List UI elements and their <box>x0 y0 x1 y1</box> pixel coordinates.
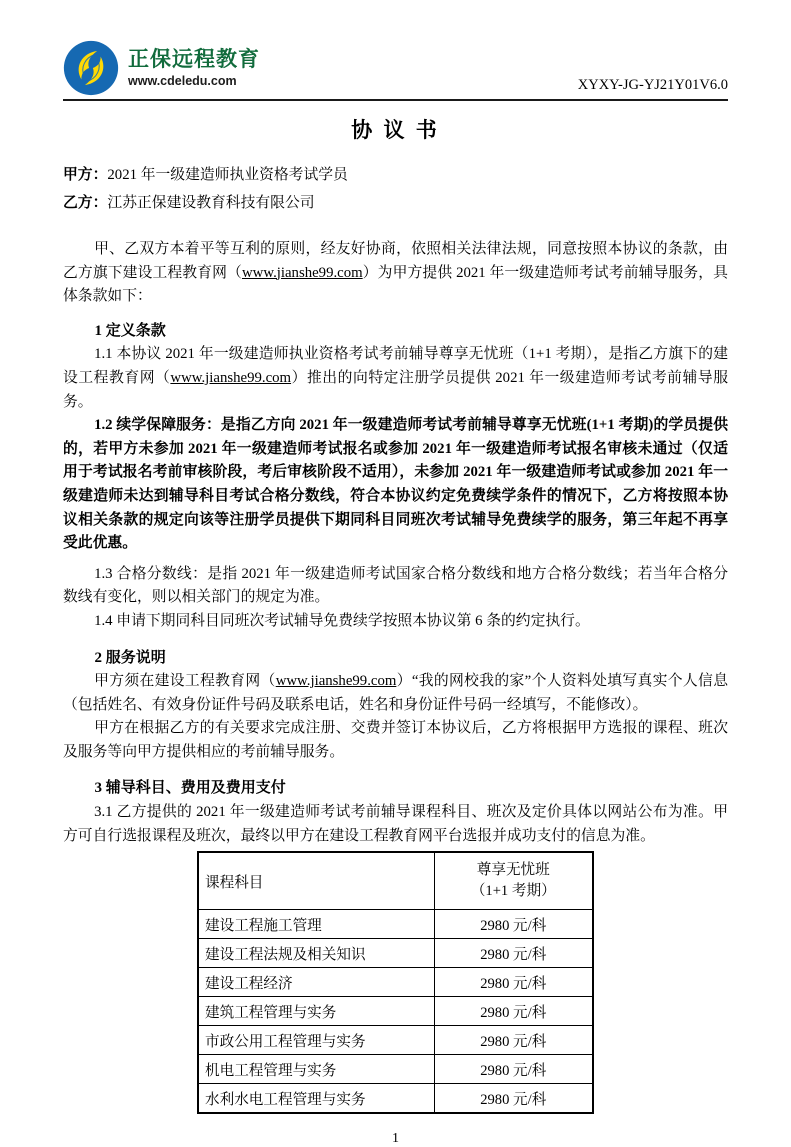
company-logo-icon <box>63 40 119 96</box>
table-header-subject: 课程科目 <box>198 852 434 910</box>
course-price-table <box>197 851 594 1114</box>
clause-1-4: 1.4 申请下期同科目同班次考试辅导免费续学按照本协议第 6 条的约定执行。 <box>94 612 590 629</box>
subject-cell: 市政公用工程管理与实务 <box>198 1026 434 1055</box>
intro-paragraph <box>63 238 728 309</box>
party-b-line <box>63 189 728 217</box>
section-2-paragraph-1 <box>63 670 728 717</box>
brand-block <box>63 40 260 96</box>
plan-term: （1+1 考期） <box>470 883 556 900</box>
jianshe99-link[interactable]: www.jianshe99.com <box>241 264 363 281</box>
price-cell: 2980 元/科 <box>434 1084 593 1114</box>
document-header <box>63 40 728 101</box>
subject-cell: 水利水电工程管理与实务 <box>198 1084 434 1114</box>
table-row <box>198 997 593 1026</box>
subject-cell: 建设工程经济 <box>198 968 434 997</box>
document-code: XYXY-JG-YJ21Y01V6.0 <box>577 77 728 93</box>
subject-cell: 建设工程施工管理 <box>198 910 434 939</box>
party-b-value: 江苏正保建设教育科技有限公司 <box>107 195 315 211</box>
table-row <box>198 939 593 968</box>
clause-1-1-text-2: ）推出的向特定注册学员提供 2021 年一级建造师考试考前辅导服务。 <box>63 369 728 410</box>
table-row <box>198 1026 593 1055</box>
section-2-p1-text-2: ）“我的网校我的家”个人资料处填写真实个人信息（包括姓名、有效身份证件号码及联系电话，姓名和身份证件号码一经填写，不能修改）。 <box>63 673 728 713</box>
section-1-heading: 1 定义条款 <box>94 322 166 339</box>
subject-cell: 建设工程法规及相关知识 <box>198 939 434 968</box>
section-2-heading: 2 服务说明 <box>94 649 166 666</box>
table-row <box>198 1055 593 1084</box>
party-a-value: 2021 年一级建造师执业资格考试学员 <box>107 167 348 183</box>
table-header-row <box>198 852 593 910</box>
clause-1-1 <box>63 343 728 414</box>
subject-cell: 建筑工程管理与实务 <box>198 997 434 1026</box>
brand-text <box>128 48 260 88</box>
brand-name: 正保远程教育 <box>128 47 260 71</box>
table-header-plan <box>434 852 593 910</box>
subject-cell: 机电工程管理与实务 <box>198 1055 434 1084</box>
clause-1-1-text-1: 1.1 本协议 2021 年一级建造师执业资格考试考前辅导尊享无忧班（1+1 考期），是指乙方旗下的建设工程教育网（ <box>63 346 728 386</box>
clause-3-1: 3.1 乙方提供的 2021 年一级建造师考试考前辅导课程科目、班次及定价具体以网站公布为准。甲方可自行选报课程及班次，最终以甲方在建设工程教育网平台选报并成功支付的信息为准。 <box>63 804 728 844</box>
price-cell: 2980 元/科 <box>434 1055 593 1084</box>
price-cell: 2980 元/科 <box>434 939 593 968</box>
jianshe99-link[interactable]: www.jianshe99.com <box>170 369 292 386</box>
table-row <box>198 968 593 997</box>
section-3-heading: 3 辅导科目、费用及费用支付 <box>94 780 286 797</box>
price-cell: 2980 元/科 <box>434 910 593 939</box>
jianshe99-link[interactable]: www.jianshe99.com <box>275 673 397 690</box>
table-row <box>198 1084 593 1114</box>
parties-block <box>63 161 728 217</box>
clause-1-3: 1.3 合格分数线：是指 2021 年一级建造师考试国家合格分数线和地方合格分数线；若当年合格分数线有变化，则以相关部门的规定为准。 <box>63 565 728 606</box>
brand-website: www.cdeledu.com <box>128 74 237 89</box>
price-cell: 2980 元/科 <box>434 997 593 1026</box>
intro-text-1: 甲、乙双方本着平等互利的原则，经友好协商，依照相关法律法规，同意按照本协议的条款，由乙方旗下建设工程教育网（ <box>63 241 728 281</box>
party-a-line <box>63 161 728 189</box>
section-2-paragraph-2: 甲方在根据乙方的有关要求完成注册、交费并签订本协议后，乙方将根据甲方选报的课程、班次及服务等向甲方提供相应的考前辅导服务。 <box>63 720 728 760</box>
section-2-p1-text-1: 甲方须在建设工程教育网（ <box>94 673 276 690</box>
price-cell: 2980 元/科 <box>434 1026 593 1055</box>
plan-name: 尊享无忧班 <box>476 862 550 879</box>
intro-text-2: ）为甲方提供 2021 年一级建造师考试考前辅导服务，具体条款如下： <box>63 264 728 305</box>
party-a-label: 甲方： <box>63 167 108 183</box>
clause-1-2: 1.2 续学保障服务：是指乙方向 2021 年一级建造师考试考前辅导尊享无忧班(1+1 考期)的学员提供的，若甲方未参加 2021 年一级建造师考试报名或参加 2021 年一级建造师考试报名审核未通过（仅适用于考试报名考前审核阶段，考后审核阶段不适用），未参加 2021 年一级建造师考试或参加 2021 年一级建造师未达到辅导科目考试合格分数线，符合本协议约定免费续学条件的情况下，乙方将按照本协议相关条款的规定向该等注册学员提供下期同科目同班次考试辅导免费续学的服务，第三年起不再享受此优惠。 <box>63 417 728 552</box>
party-b-label: 乙方： <box>63 195 108 211</box>
price-cell: 2980 元/科 <box>434 968 593 997</box>
page-number: 1 <box>392 1131 399 1147</box>
table-row <box>198 910 593 939</box>
page-title: 协 议 书 <box>351 118 440 142</box>
